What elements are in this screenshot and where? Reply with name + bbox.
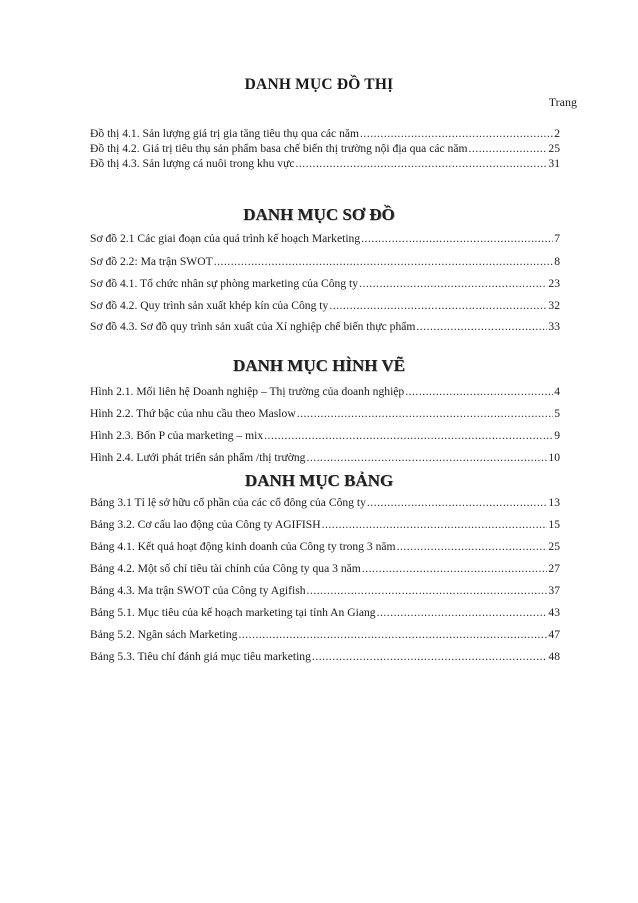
entry-title: Bảng 5.3. Tiêu chí đánh giá mục tiêu marketing bbox=[90, 650, 311, 663]
leader-dots bbox=[238, 628, 547, 641]
graphs-heading: DANH MỤC ĐỒ THỊ bbox=[244, 76, 394, 93]
entry-page: 8 bbox=[554, 255, 560, 268]
entry-title: Sơ đồ 2.2: Ma trận SWOT bbox=[90, 255, 213, 268]
figures-heading: DANH MỤC HÌNH VẼ bbox=[232, 356, 406, 375]
entry-page: 2 bbox=[554, 127, 560, 140]
entry-title: Hình 2.1. Mối liên hệ Doanh nghiệp – Thị trường của doanh nghiệp bbox=[90, 385, 405, 398]
entry-title: Sơ đồ 2.1 Các giai đoạn của quá trình kế hoạch Marketing bbox=[90, 232, 361, 245]
entry-page: 32 bbox=[548, 299, 560, 312]
leader-dots bbox=[362, 562, 548, 575]
leader-dots bbox=[297, 407, 554, 420]
entry-title: Bảng 5.1. Mục tiêu của kế hoạch marketing tại tỉnh An Giang bbox=[90, 606, 376, 619]
leader-dots bbox=[214, 255, 554, 268]
entry-title: Bảng 4.1. Kết quả hoạt động kinh doanh của Công ty trong 3 năm bbox=[90, 540, 396, 553]
toc-entry[interactable] bbox=[90, 628, 560, 644]
entry-title: Đồ thị 4.3. Sản lượng cá nuôi trong khu vực bbox=[90, 157, 295, 170]
page-column-label: Trang bbox=[548, 95, 577, 109]
entry-page: 13 bbox=[548, 496, 560, 509]
leader-dots bbox=[367, 496, 548, 509]
entry-title: Bảng 4.3. Ma trận SWOT của Công ty Agifish bbox=[90, 584, 306, 597]
toc-entry[interactable] bbox=[90, 496, 560, 512]
leader-dots bbox=[405, 385, 553, 398]
entry-title: Hình 2.3. Bốn P của marketing – mix bbox=[90, 429, 264, 442]
toc-entry[interactable] bbox=[90, 540, 560, 556]
toc-entry[interactable] bbox=[90, 127, 560, 143]
leader-dots bbox=[312, 650, 548, 663]
entry-page: 43 bbox=[548, 606, 560, 619]
entry-page: 25 bbox=[548, 142, 560, 155]
toc-entry[interactable] bbox=[90, 407, 560, 423]
entry-title: Hình 2.2. Thứ bậc của nhu cầu theo Maslow bbox=[90, 407, 296, 420]
entry-page: 33 bbox=[548, 320, 560, 333]
entry-title: Bảng 5.2. Ngân sách Marketing bbox=[90, 628, 238, 641]
tables-heading: DANH MỤC BẢNG bbox=[244, 471, 394, 490]
leader-dots bbox=[307, 584, 548, 597]
toc-entry[interactable] bbox=[90, 451, 560, 467]
leader-dots bbox=[296, 157, 548, 170]
toc-entry[interactable] bbox=[90, 157, 560, 173]
toc-entry[interactable] bbox=[90, 277, 560, 293]
leader-dots bbox=[322, 518, 548, 531]
leader-dots bbox=[306, 451, 547, 464]
toc-entry[interactable] bbox=[90, 320, 560, 336]
entry-title: Đồ thị 4.1. Sản lượng giá trị gia tăng tiêu thụ qua các năm bbox=[90, 127, 360, 140]
leader-dots bbox=[377, 606, 548, 619]
toc-entry[interactable] bbox=[90, 562, 560, 578]
toc-entry[interactable] bbox=[90, 142, 560, 158]
leader-dots bbox=[360, 127, 553, 140]
entry-page: 23 bbox=[548, 277, 560, 290]
entry-title: Sơ đồ 4.1. Tổ chức nhân sự phòng marketing của Công ty bbox=[90, 277, 359, 290]
entry-page: 15 bbox=[548, 518, 560, 531]
entry-page: 25 bbox=[548, 540, 560, 553]
leader-dots bbox=[359, 277, 547, 290]
entry-title: Sơ đồ 4.3. Sơ đồ quy trình sản xuất của Xí nghiệp chế biến thực phẩm bbox=[90, 320, 416, 333]
toc-entry[interactable] bbox=[90, 584, 560, 600]
leader-dots bbox=[264, 429, 553, 442]
entry-title: Bảng 3.2. Cơ cấu lao động của Công ty AGIFISH bbox=[90, 518, 321, 531]
entry-title: Hình 2.4. Lưới phát triển sản phẩm /thị trường bbox=[90, 451, 306, 464]
toc-entry[interactable] bbox=[90, 518, 560, 534]
leader-dots bbox=[397, 540, 548, 553]
entry-page: 9 bbox=[554, 429, 560, 442]
toc-entry[interactable] bbox=[90, 385, 560, 401]
entry-page: 37 bbox=[548, 584, 560, 597]
leader-dots bbox=[329, 299, 547, 312]
entry-page: 47 bbox=[548, 628, 560, 641]
entry-page: 31 bbox=[548, 157, 560, 170]
toc-entry[interactable] bbox=[90, 606, 560, 622]
toc-entry[interactable] bbox=[90, 429, 560, 445]
entry-page: 48 bbox=[548, 650, 560, 663]
entry-title: Đồ thị 4.2. Giá trị tiêu thụ sản phẩm basa chế biến thị trường nội địa qua các năm bbox=[90, 142, 468, 155]
leader-dots bbox=[469, 142, 548, 155]
leader-dots bbox=[416, 320, 547, 333]
entry-page: 10 bbox=[548, 451, 560, 464]
diagrams-heading: DANH MỤC SƠ ĐỒ bbox=[243, 205, 395, 224]
entry-page: 5 bbox=[554, 407, 560, 420]
entry-title: Sơ đồ 4.2. Quy trình sản xuất khép kín của Công ty bbox=[90, 299, 329, 312]
entry-title: Bảng 4.2. Một số chỉ tiêu tài chính của Công ty qua 3 năm bbox=[90, 562, 361, 575]
entry-title: Bảng 3.1 Tỉ lệ sở hữu cổ phần của các cổ đông của Công ty bbox=[90, 496, 366, 509]
toc-entry[interactable] bbox=[90, 255, 560, 271]
toc-entry[interactable] bbox=[90, 299, 560, 315]
entry-page: 7 bbox=[554, 232, 560, 245]
toc-entry[interactable] bbox=[90, 232, 560, 248]
entry-page: 27 bbox=[548, 562, 560, 575]
toc-entry[interactable] bbox=[90, 650, 560, 666]
leader-dots bbox=[361, 232, 553, 245]
entry-page: 4 bbox=[554, 385, 560, 398]
